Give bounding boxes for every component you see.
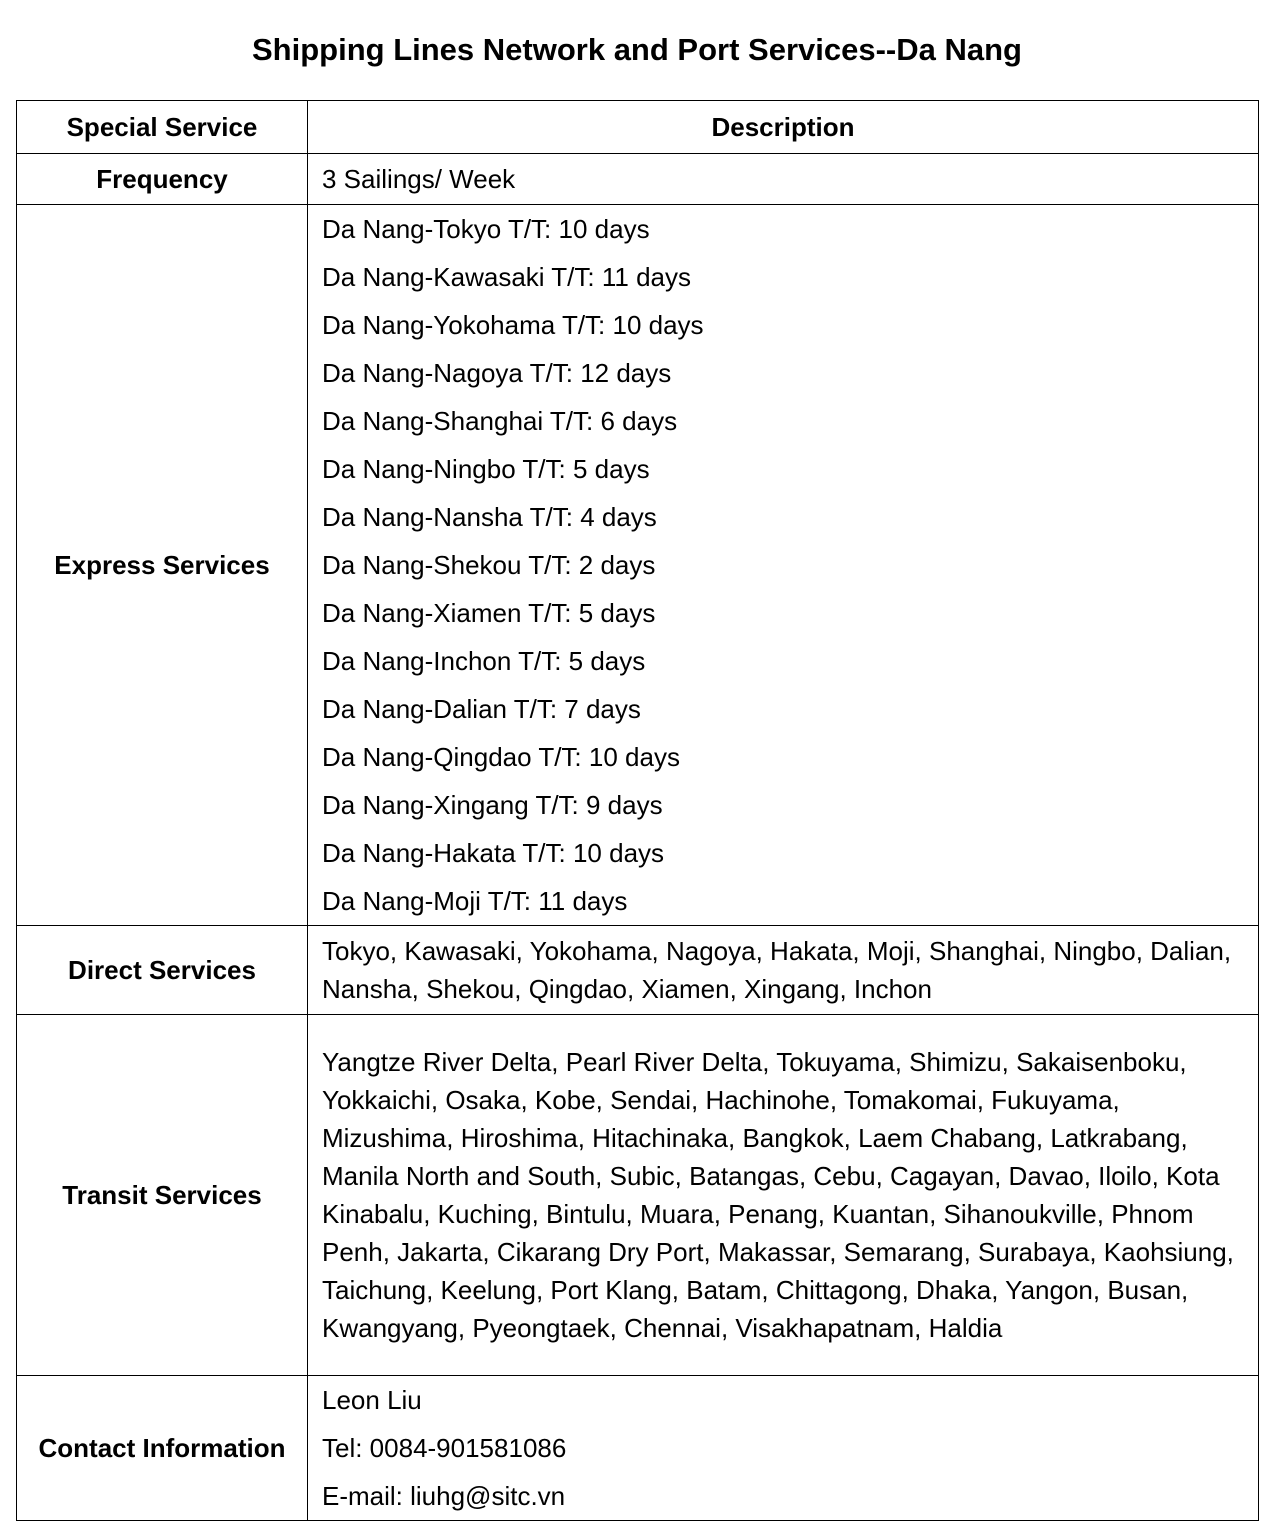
- transit-label: Transit Services: [17, 1015, 308, 1376]
- table-row-transit: [17, 1015, 1259, 1376]
- express-route-item: Da Nang-Xingang T/T: 9 days: [322, 790, 663, 820]
- frequency-label: Frequency: [17, 154, 308, 205]
- express-route-item: Da Nang-Qingdao T/T: 10 days: [322, 742, 680, 772]
- express-route-item: Da Nang-Tokyo T/T: 10 days: [322, 214, 650, 244]
- express-route-item: Da Nang-Nansha T/T: 4 days: [322, 502, 657, 532]
- page-title: Shipping Lines Network and Port Services--Da Nang: [252, 32, 1022, 67]
- express-route-item: Da Nang-Ningbo T/T: 5 days: [322, 454, 650, 484]
- contact-details: [308, 1376, 1259, 1521]
- table-row-frequency: [17, 154, 1259, 205]
- express-route-item: Da Nang-Kawasaki T/T: 11 days: [322, 262, 691, 292]
- service-table: [16, 100, 1259, 1521]
- header-special-service: Special Service: [17, 101, 308, 154]
- express-route-item: Da Nang-Moji T/T: 11 days: [322, 886, 628, 916]
- contact-label: Contact Information: [17, 1376, 308, 1521]
- frequency-value: 3 Sailings/ Week: [308, 154, 1259, 205]
- express-route-item: Da Nang-Yokohama T/T: 10 days: [322, 310, 704, 340]
- contact-email: E-mail: liuhg@sitc.vn: [322, 1481, 566, 1511]
- header-description: Description: [308, 101, 1259, 154]
- contact-name: Leon Liu: [322, 1385, 422, 1415]
- express-route-item: Da Nang-Xiamen T/T: 5 days: [322, 598, 656, 628]
- table-header-row: [17, 101, 1259, 154]
- table-row-express: [17, 205, 1259, 926]
- express-route-item: Da Nang-Shanghai T/T: 6 days: [322, 406, 678, 436]
- express-label: Express Services: [17, 205, 308, 926]
- express-route-item: Da Nang-Shekou T/T: 2 days: [322, 550, 656, 580]
- express-routes: [308, 205, 1259, 926]
- table-row-direct: [17, 926, 1259, 1015]
- express-route-item: Da Nang-Dalian T/T: 7 days: [322, 694, 641, 724]
- direct-ports: Tokyo, Kawasaki, Yokohama, Nagoya, Hakata, Moji, Shanghai, Ningbo, Dalian, Nansha, Shekou, Qingdao, Xiamen, Xingang, Inchon: [308, 926, 1259, 1015]
- transit-ports: Yangtze River Delta, Pearl River Delta, Tokuyama, Shimizu, Sakaisenboku, Yokkaichi, Osaka, Kobe, Sendai, Hachinohe, Tomakomai, Fukuyama, Mizushima, Hiroshima, Hitachinaka, Bangkok, Laem Chabang, Latkrabang, Manila North and South, Subic, Batangas, Cebu, Cagayan, Davao, Iloilo, Kota Kinabalu, Kuching, Bintulu, Muara, Penang, Kuantan, Sihanoukville, Phnom Penh, Jakarta, Cikarang Dry Port, Makassar, Semarang, Surabaya, Kaohsiung, Taichung, Keelung, Port Klang, Batam, Chittagong, Dhaka, Yangon, Busan, Kwangyang, Pyeongtaek, Chennai, Visakhapatnam, Haldia: [308, 1015, 1259, 1376]
- express-route-item: Da Nang-Hakata T/T: 10 days: [322, 838, 665, 868]
- express-route-item: Da Nang-Inchon T/T: 5 days: [322, 646, 646, 676]
- table-row-contact: [17, 1376, 1259, 1521]
- direct-label: Direct Services: [17, 926, 308, 1015]
- express-route-item: Da Nang-Nagoya T/T: 12 days: [322, 358, 672, 388]
- contact-phone: Tel: 0084-901581086: [322, 1433, 567, 1463]
